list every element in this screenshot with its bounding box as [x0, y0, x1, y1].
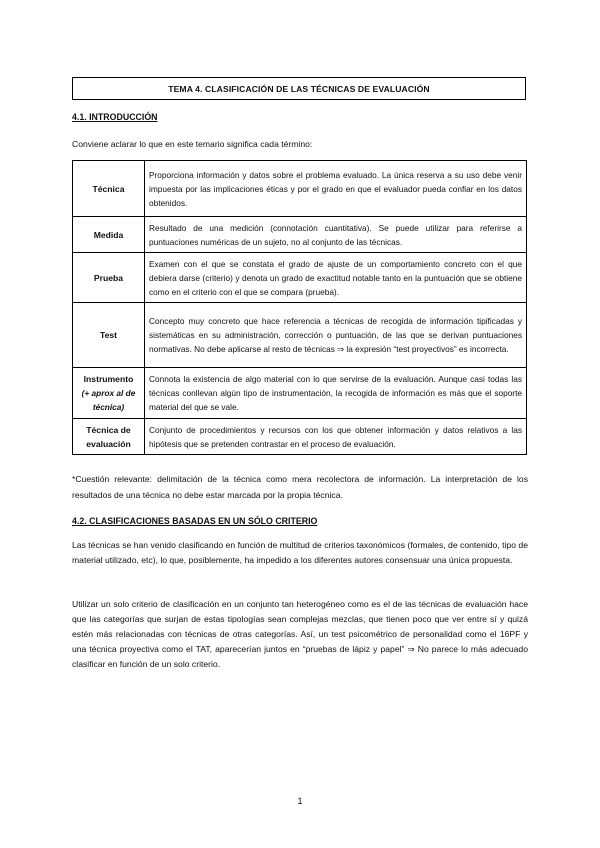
term-sublabel: (+ aprox al de técnica) — [81, 388, 136, 412]
term-label: Medida — [93, 229, 124, 240]
table-row — [73, 161, 527, 217]
section-1-heading: 4.1. INTRODUCCIÓN — [72, 112, 158, 122]
table-row — [73, 419, 527, 455]
term-cell — [73, 419, 145, 455]
term-cell — [73, 253, 145, 303]
term-cell — [73, 161, 145, 217]
definition-cell: Proporciona información y datos sobre el problema evaluado. La única reserva a su uso debe venir impuesta por las implicaciones éticas y por el grado en que el evaluador pueda confiar en los datos obtenidos. — [145, 161, 527, 217]
section-2-paragraph-2: Utilizar un solo criterio de clasificación en un conjunto tan heterogéneo como es el de las técnicas de evaluación hace que las categorías que surjan de estas tipologías sean complejas mezclas, que tienen poco que ver entre sí y quizá estén más relacionadas con técnicas de otras categorías. Así, un test psicométrico de personalidad como el 16PF y una técnica proyectiva como el TAT, aparecerían juntos en “pruebas de lápiz y papel” ⇒ No parece lo más adecuado clasificar en función de un solo criterio. — [72, 599, 528, 669]
term-label: Técnica de evaluación — [86, 424, 131, 449]
definition-cell: Connota la existencia de algo material con lo que servirse de la evaluación. Aunque casi todas las técnicas conllevan algún tipo de instrumentación, la recogida de información es más que el soporte material del que se vale. — [145, 368, 527, 419]
page-title — [72, 77, 526, 100]
term-label: Test — [99, 330, 118, 340]
table-row — [73, 303, 527, 368]
terms-table — [72, 160, 527, 455]
section-2-paragraph-1: Las técnicas se han venido clasificando en función de multitud de criterios taxonómicos (formales, de contenido, tipo de material utilizado, etc), lo que, posiblemente, ha impedido a los diferentes autores consensuar una única propuesta. — [72, 540, 528, 565]
term-label: Prueba — [93, 272, 124, 283]
table-row — [73, 368, 527, 419]
definition-cell: Examen con el que se constata el grado de ajuste de un comportamiento concreto con el que debiera darse (criterio) y denota un grado de exactitud notable tanto en la puntuación que se obtiene como en el criterio con el que se compara (prueba). — [145, 253, 527, 303]
definition-cell: Conjunto de procedimientos y recursos con los que obtener información y datos relativos a las hipótesis que se pretenden contrastar en el proceso de evaluación. — [145, 419, 527, 455]
definition-cell: Resultado de una medición (connotación cuantitativa). Se puede utilizar para referirse a puntuaciones numéricas de un sujeto, no al conjunto de las técnicas. — [145, 217, 527, 253]
table-row — [73, 253, 527, 303]
term-cell — [73, 368, 145, 419]
definition-cell: Concepto muy concreto que hace referencia a técnicas de recogida de información tipificadas y sistemáticas en su administración, corrección o puntuación, de las que se derivan puntuaciones normativas. No debe aplicarse al resto de técnicas ⇒ la expresión “test proyectivos” es incorrecta. — [145, 303, 527, 368]
relevant-note: *Cuestión relevante: delimitación de la técnica como mera recolectora de información. La interpretación de los resultados de una técnica no debe estar marcada por la propia técnica. — [72, 474, 528, 500]
section-2-heading: 4.2. CLASIFICACIONES BASADAS EN UN SÓLO CRITERIO — [72, 516, 318, 526]
section-1-intro: Conviene aclarar lo que en este temario significa cada término: — [72, 139, 313, 149]
term-label: Técnica — [92, 183, 125, 194]
term-cell — [73, 303, 145, 368]
page-number: 1 — [297, 796, 303, 806]
term-cell — [73, 217, 145, 253]
table-row — [73, 217, 527, 253]
term-label: Instrumento — [83, 374, 134, 384]
page-title-text: TEMA 4. CLASIFICACIÓN DE LAS TÉCNICAS DE EVALUACIÓN — [168, 83, 430, 94]
